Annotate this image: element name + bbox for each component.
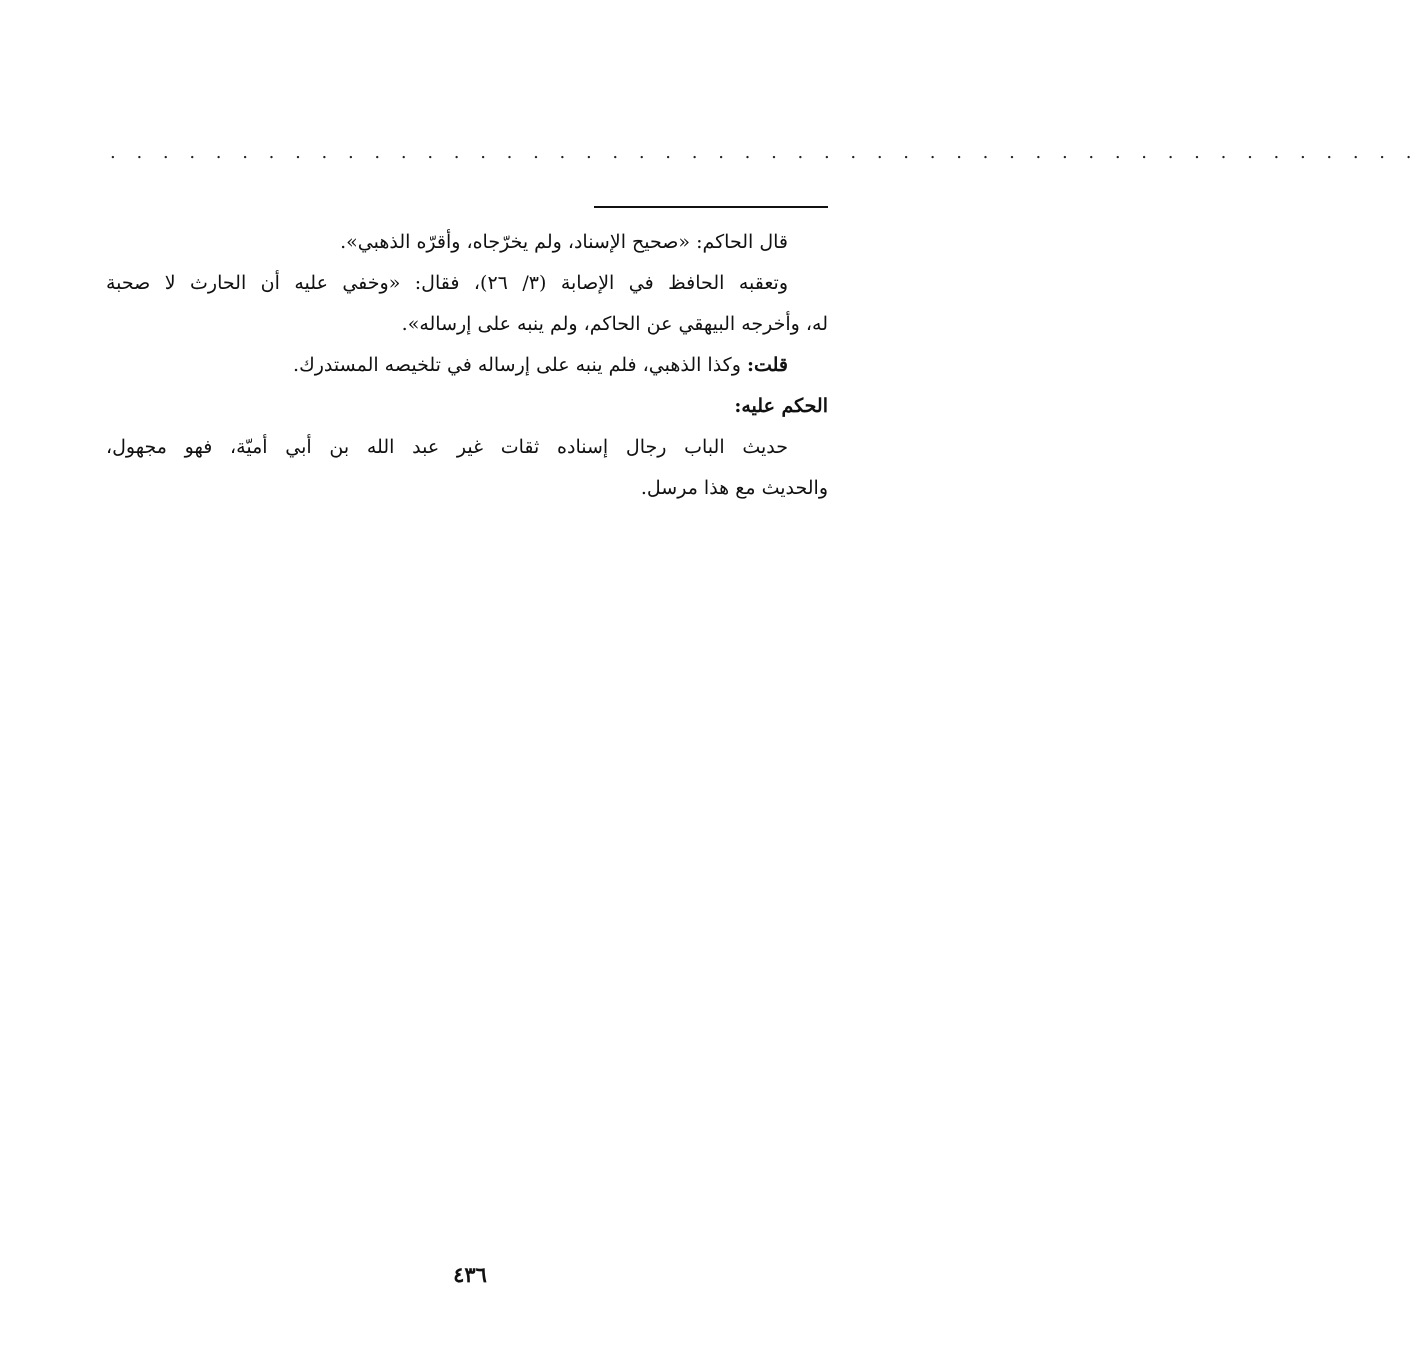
main-text: [106, 222, 828, 509]
paragraph-ruling-line-1: حديث الباب رجال إسناده ثقات غير عبد الله بن أبي أميّة، فهو مجهول،: [106, 436, 788, 458]
page-number: ٤٣٦: [453, 1262, 487, 1287]
qultu-label: قلت:: [746, 354, 788, 376]
footnote-rule: [594, 206, 828, 208]
paragraph-ruling-line-2: والحديث مع هذا مرسل.: [640, 477, 828, 499]
paragraph-hafiz-line-2: له، وأخرجه البيهقي عن الحاكم، ولم ينبه على إرساله».: [401, 313, 828, 335]
paragraph-qultu: [106, 345, 828, 386]
paragraph-hakim-quote: قال الحاكم: «صحيح الإسناد، ولم يخرّجاه، وأقرّه الذهبي».: [340, 231, 788, 253]
section-heading-ruling: الحكم عليه:: [734, 395, 828, 417]
footnote-separator-dots: . . . . . . . . . . . . . . . . . . . . . . . . . . . . . . . . . . . . . . . . . . . . . . . . . .: [110, 142, 1419, 163]
qultu-text: وكذا الذهبي، فلم ينبه على إرساله في تلخيصه المستدرك.: [293, 354, 747, 376]
paragraph-hafiz-line-1: وتعقبه الحافظ في الإصابة (٣/ ٢٦)، فقال: «وخفي عليه أن الحارث لا صحبة: [106, 272, 788, 294]
